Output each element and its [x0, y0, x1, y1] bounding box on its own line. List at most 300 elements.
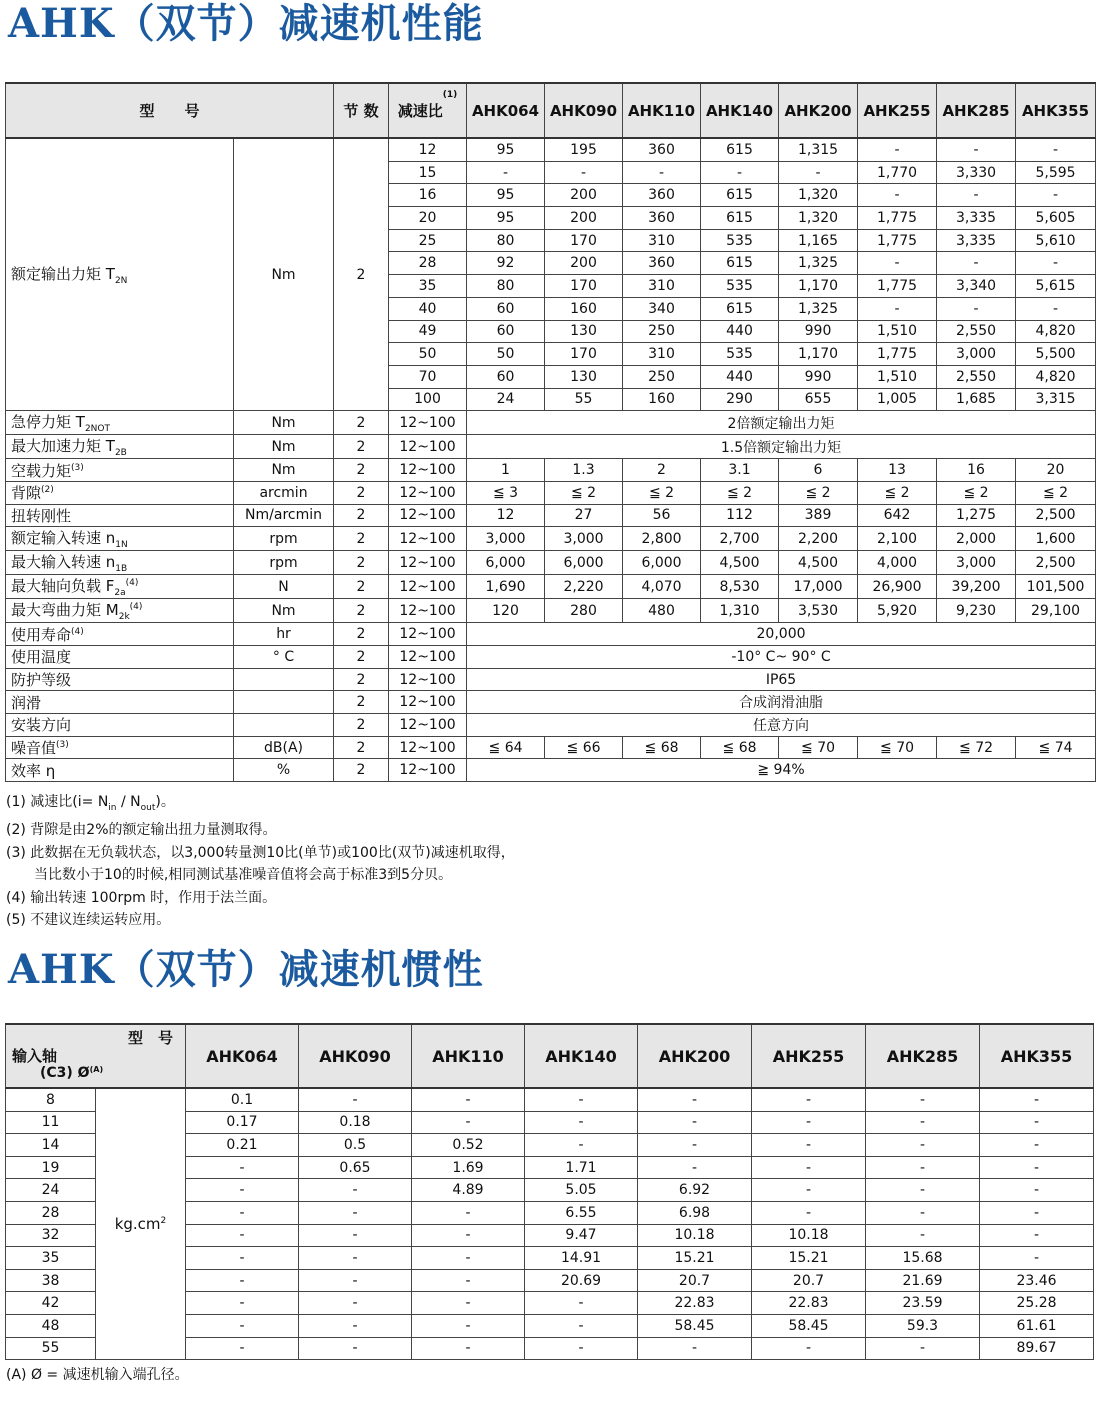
- spec-value: 3,000: [545, 527, 623, 551]
- spec-value: 1,275: [937, 504, 1016, 527]
- spec-label: 最大轴向负载 $F_{2a}^{(4)}$: [6, 575, 234, 599]
- bore-diameter: 28: [6, 1201, 96, 1224]
- spec-unit: rpm: [234, 551, 334, 575]
- spec-ratio: 12~100: [389, 504, 467, 527]
- spec-value: 101,500: [1016, 575, 1096, 599]
- spec-value: 120: [467, 599, 545, 623]
- inertia-value: -: [525, 1134, 638, 1157]
- value-cell: 1,775: [858, 275, 937, 298]
- spec-value: 20: [1016, 459, 1096, 482]
- value-cell: 130: [545, 320, 623, 343]
- spec-value: 280: [545, 599, 623, 623]
- spec-value: 389: [779, 504, 858, 527]
- spec-value: ≦ 2: [545, 481, 623, 504]
- value-cell: -: [1016, 138, 1096, 161]
- value-cell: 80: [467, 275, 545, 298]
- value-cell: 195: [545, 138, 623, 161]
- spec-value: 13: [858, 459, 937, 482]
- header-stages: 节 数: [334, 83, 389, 138]
- spec-unit: N: [234, 575, 334, 599]
- note-2: (2) 背隙是由2%的额定输出扭力量测取得。: [6, 822, 277, 839]
- inertia-value: 0.21: [186, 1134, 299, 1157]
- inertia-value: 22.83: [752, 1292, 866, 1315]
- value-cell: 360: [623, 138, 701, 161]
- spec-value: 480: [623, 599, 701, 623]
- inertia-value: -: [186, 1224, 299, 1247]
- inertia-model-ahk064: AHK064: [186, 1024, 299, 1088]
- spec-value: ≦ 70: [858, 736, 937, 759]
- torque-label: 额定输出力矩 $T_{2N}$: [6, 138, 234, 411]
- bore-diameter: 42: [6, 1292, 96, 1315]
- value-cell: -: [858, 138, 937, 161]
- header-model-ahk285: AHK285: [937, 83, 1016, 138]
- value-cell: 92: [467, 252, 545, 275]
- value-cell: 1,165: [779, 229, 858, 252]
- spec-unit: dB(A): [234, 736, 334, 759]
- bore-diameter: 19: [6, 1156, 96, 1179]
- value-cell: 160: [623, 388, 701, 411]
- spec-value: 26,900: [858, 575, 937, 599]
- spec-row: [6, 623, 1096, 646]
- value-cell: -: [623, 161, 701, 184]
- inertia-value: 15.21: [752, 1247, 866, 1270]
- ratio-cell: 70: [389, 365, 467, 388]
- spec-value: 39,200: [937, 575, 1016, 599]
- value-cell: 170: [545, 343, 623, 366]
- spec-ratio: 12~100: [389, 411, 467, 435]
- value-cell: 615: [701, 138, 779, 161]
- value-cell: 200: [545, 184, 623, 207]
- header-model-ahk255: AHK255: [858, 83, 937, 138]
- spec-stages: 2: [334, 599, 389, 623]
- inertia-value: 0.18: [299, 1111, 412, 1134]
- inertia-value: 0.52: [412, 1134, 525, 1157]
- spec-unit: rpm: [234, 527, 334, 551]
- inertia-model-ahk355: AHK355: [980, 1024, 1094, 1088]
- spec-stages: 2: [334, 435, 389, 459]
- value-cell: 1,510: [858, 365, 937, 388]
- spec-span-value: 20,000: [467, 623, 1096, 646]
- value-cell: 60: [467, 365, 545, 388]
- value-cell: 5,610: [1016, 229, 1096, 252]
- value-cell: -: [1016, 297, 1096, 320]
- inertia-value: 15.21: [638, 1247, 752, 1270]
- bore-diameter: 32: [6, 1224, 96, 1247]
- value-cell: 200: [545, 252, 623, 275]
- bore-diameter: 14: [6, 1134, 96, 1157]
- value-cell: 1,320: [779, 184, 858, 207]
- value-cell: -: [701, 161, 779, 184]
- spec-ratio: 12~100: [389, 435, 467, 459]
- spec-value: ≦ 72: [937, 736, 1016, 759]
- value-cell: 310: [623, 275, 701, 298]
- spec-stages: 2: [334, 691, 389, 714]
- value-cell: 615: [701, 297, 779, 320]
- value-cell: 2,550: [937, 320, 1016, 343]
- spec-value: 16: [937, 459, 1016, 482]
- spec-row: [6, 459, 1096, 482]
- inertia-value: -: [638, 1134, 752, 1157]
- spec-label: 防护等级: [6, 668, 234, 691]
- value-cell: 340: [623, 297, 701, 320]
- spec-value: 12: [467, 504, 545, 527]
- spec-value: 5,920: [858, 599, 937, 623]
- value-cell: -: [937, 138, 1016, 161]
- inertia-value: -: [525, 1314, 638, 1337]
- spec-value: 4,000: [858, 551, 937, 575]
- inertia-value: 22.83: [638, 1292, 752, 1315]
- spec-value: 2: [623, 459, 701, 482]
- spec-value: 2,500: [1016, 551, 1096, 575]
- inertia-value: -: [638, 1156, 752, 1179]
- inertia-value: -: [525, 1111, 638, 1134]
- spec-row: [6, 575, 1096, 599]
- inertia-value: -: [866, 1134, 980, 1157]
- spec-value: ≦ 66: [545, 736, 623, 759]
- spec-stages: 2: [334, 759, 389, 782]
- spec-ratio: 12~100: [389, 623, 467, 646]
- value-cell: 310: [623, 343, 701, 366]
- spec-ratio: 12~100: [389, 691, 467, 714]
- spec-value: 4,500: [779, 551, 858, 575]
- spec-value: ≦ 2: [937, 481, 1016, 504]
- bore-diameter: 55: [6, 1337, 96, 1360]
- ratio-cell: 16: [389, 184, 467, 207]
- value-cell: 50: [467, 343, 545, 366]
- spec-label: 扭转刚性: [6, 504, 234, 527]
- spec-stages: 2: [334, 527, 389, 551]
- value-cell: 55: [545, 388, 623, 411]
- value-cell: 1,775: [858, 229, 937, 252]
- value-cell: 4,820: [1016, 320, 1096, 343]
- spec-stages: 2: [334, 623, 389, 646]
- spec-value: 1,600: [1016, 527, 1096, 551]
- spec-unit: Nm: [234, 435, 334, 459]
- spec-value: 29,100: [1016, 599, 1096, 623]
- inertia-value: -: [186, 1179, 299, 1202]
- value-cell: -: [1016, 252, 1096, 275]
- value-cell: 290: [701, 388, 779, 411]
- torque-row: [6, 138, 1096, 161]
- value-cell: 3,000: [937, 343, 1016, 366]
- spec-label: 安装方向: [6, 714, 234, 737]
- value-cell: -: [858, 297, 937, 320]
- inertia-value: -: [299, 1337, 412, 1360]
- value-cell: 250: [623, 320, 701, 343]
- inertia-value: -: [186, 1314, 299, 1337]
- inertia-value: -: [299, 1179, 412, 1202]
- spec-value: 6: [779, 459, 858, 482]
- value-cell: -: [858, 184, 937, 207]
- spec-span-value: 任意方向: [467, 714, 1096, 737]
- value-cell: 60: [467, 320, 545, 343]
- inertia-value: 15.68: [866, 1247, 980, 1270]
- spec-value: ≦ 2: [858, 481, 937, 504]
- inertia-row: [6, 1088, 1094, 1111]
- inertia-value: -: [866, 1201, 980, 1224]
- inertia-value: -: [980, 1111, 1094, 1134]
- spec-label: 使用寿命$^{(4)}$: [6, 623, 234, 646]
- spec-value: 1.3: [545, 459, 623, 482]
- inertia-value: -: [525, 1337, 638, 1360]
- spec-ratio: 12~100: [389, 527, 467, 551]
- spec-row: [6, 691, 1096, 714]
- torque-stages: 2: [334, 138, 389, 411]
- spec-value: 4,070: [623, 575, 701, 599]
- value-cell: 1,685: [937, 388, 1016, 411]
- spec-value: 6,000: [623, 551, 701, 575]
- inertia-value: -: [299, 1292, 412, 1315]
- value-cell: 200: [545, 207, 623, 230]
- spec-value: 642: [858, 504, 937, 527]
- inertia-value: -: [412, 1088, 525, 1111]
- spec-value: 2,700: [701, 527, 779, 551]
- value-cell: 170: [545, 229, 623, 252]
- inertia-value: 1.69: [412, 1156, 525, 1179]
- note-5: (5) 不建议连续运转应用。: [6, 912, 171, 929]
- spec-label: 效率 η: [6, 759, 234, 782]
- bore-diameter: 8: [6, 1088, 96, 1111]
- spec-value: ≦ 2: [701, 481, 779, 504]
- value-cell: 990: [779, 320, 858, 343]
- value-cell: 4,820: [1016, 365, 1096, 388]
- inertia-value: 89.67: [980, 1337, 1094, 1360]
- inertia-value: 6.55: [525, 1201, 638, 1224]
- spec-row: [6, 736, 1096, 759]
- value-cell: 535: [701, 275, 779, 298]
- bore-diameter: 24: [6, 1179, 96, 1202]
- value-cell: -: [1016, 184, 1096, 207]
- header-model-ahk090: AHK090: [545, 83, 623, 138]
- spec-value: 3,000: [937, 551, 1016, 575]
- spec-row: [6, 714, 1096, 737]
- inertia-value: 20.7: [752, 1269, 866, 1292]
- inertia-value: -: [980, 1201, 1094, 1224]
- inertia-value: -: [412, 1337, 525, 1360]
- inertia-header-model: 型 号: [127, 1029, 173, 1047]
- value-cell: 60: [467, 297, 545, 320]
- ratio-cell: 100: [389, 388, 467, 411]
- inertia-value: -: [412, 1247, 525, 1270]
- inertia-value: -: [752, 1179, 866, 1202]
- spec-row: [6, 481, 1096, 504]
- spec-unit: [234, 714, 334, 737]
- header-model-ahk200: AHK200: [779, 83, 858, 138]
- inertia-value: -: [752, 1111, 866, 1134]
- header-model-ahk140: AHK140: [701, 83, 779, 138]
- spec-label: 背隙$^{(2)}$: [6, 481, 234, 504]
- spec-unit: %: [234, 759, 334, 782]
- value-cell: 5,615: [1016, 275, 1096, 298]
- inertia-value: 1.71: [525, 1156, 638, 1179]
- inertia-value: 5.05: [525, 1179, 638, 1202]
- spec-label: 额定输入转速 $n_{1N}$: [6, 527, 234, 551]
- inertia-header-row: [6, 1024, 1094, 1088]
- ratio-cell: 20: [389, 207, 467, 230]
- ratio-cell: 25: [389, 229, 467, 252]
- value-cell: -: [937, 184, 1016, 207]
- spec-stages: 2: [334, 551, 389, 575]
- ratio-cell: 50: [389, 343, 467, 366]
- ratio-cell: 40: [389, 297, 467, 320]
- note-3: (3) 此数据在无负载状态，以3,000转量测10比(单节)或100比(双节)减速机取得，: [6, 844, 515, 861]
- inertia-value: -: [186, 1269, 299, 1292]
- spec-value: 2,200: [779, 527, 858, 551]
- inertia-value: 61.61: [980, 1314, 1094, 1337]
- inertia-value: -: [638, 1111, 752, 1134]
- spec-value: 27: [545, 504, 623, 527]
- inertia-value: -: [866, 1179, 980, 1202]
- inertia-note: (A) Ø = 减速机输入端孔径。: [6, 1367, 189, 1383]
- spec-stages: 2: [334, 411, 389, 435]
- spec-span-value: 2倍额定输出力矩: [467, 411, 1096, 435]
- spec-ratio: 12~100: [389, 459, 467, 482]
- spec-value: 3,000: [467, 527, 545, 551]
- inertia-value: -: [980, 1179, 1094, 1202]
- value-cell: 3,340: [937, 275, 1016, 298]
- value-cell: 655: [779, 388, 858, 411]
- bore-diameter: 35: [6, 1247, 96, 1270]
- inertia-value: -: [299, 1201, 412, 1224]
- inertia-value: 6.92: [638, 1179, 752, 1202]
- spec-ratio: 12~100: [389, 646, 467, 669]
- spec-value: 4,500: [701, 551, 779, 575]
- value-cell: 1,325: [779, 252, 858, 275]
- spec-value: 17,000: [779, 575, 858, 599]
- inertia-value: -: [638, 1337, 752, 1360]
- note-3-cont: 当比数小于10的时候,相同测试基准噪音值将会高于标准3到5分贝。: [6, 867, 453, 884]
- inertia-value: 0.5: [299, 1134, 412, 1157]
- value-cell: 170: [545, 275, 623, 298]
- header-ratio: 减速比$^{(1)}$: [389, 83, 467, 138]
- spec-value: 1,690: [467, 575, 545, 599]
- spec-ratio: 12~100: [389, 759, 467, 782]
- spec-value: 56: [623, 504, 701, 527]
- spec-stages: 2: [334, 714, 389, 737]
- spec-label: 最大弯曲力矩 $M_{2k}^{(4)}$: [6, 599, 234, 623]
- spec-label: 润滑: [6, 691, 234, 714]
- inertia-value: -: [412, 1292, 525, 1315]
- value-cell: 95: [467, 138, 545, 161]
- inertia-value: -: [752, 1337, 866, 1360]
- note-1: (1) 减速比$(i= N_{in} / N_{out})$。: [6, 794, 175, 813]
- inertia-value: 21.69: [866, 1269, 980, 1292]
- performance-header-row: [6, 83, 1096, 138]
- inertia-value: 0.1: [186, 1088, 299, 1111]
- value-cell: 1,770: [858, 161, 937, 184]
- header-model-ahk110: AHK110: [623, 83, 701, 138]
- spec-row: [6, 599, 1096, 623]
- spec-row: [6, 527, 1096, 551]
- inertia-value: 58.45: [752, 1314, 866, 1337]
- spec-value: 112: [701, 504, 779, 527]
- inertia-value: -: [186, 1337, 299, 1360]
- inertia-value: 6.98: [638, 1201, 752, 1224]
- value-cell: 360: [623, 184, 701, 207]
- spec-label: 使用温度: [6, 646, 234, 669]
- inertia-value: 23.46: [980, 1269, 1094, 1292]
- spec-value: 2,000: [937, 527, 1016, 551]
- value-cell: 1,170: [779, 343, 858, 366]
- value-cell: -: [858, 252, 937, 275]
- spec-ratio: 12~100: [389, 599, 467, 623]
- value-cell: 990: [779, 365, 858, 388]
- value-cell: 310: [623, 229, 701, 252]
- value-cell: 615: [701, 184, 779, 207]
- inertia-title: AHK（双节）减速机惯性: [8, 946, 484, 993]
- inertia-value: -: [980, 1247, 1094, 1270]
- inertia-model-ahk200: AHK200: [638, 1024, 752, 1088]
- spec-row: [6, 668, 1096, 691]
- spec-span-value: -10° C~ 90° C: [467, 646, 1096, 669]
- value-cell: -: [937, 297, 1016, 320]
- spec-row: [6, 646, 1096, 669]
- value-cell: 3,315: [1016, 388, 1096, 411]
- value-cell: 250: [623, 365, 701, 388]
- bore-diameter: 38: [6, 1269, 96, 1292]
- value-cell: 1,775: [858, 343, 937, 366]
- spec-value: 2,800: [623, 527, 701, 551]
- value-cell: 5,595: [1016, 161, 1096, 184]
- value-cell: 360: [623, 252, 701, 275]
- spec-value: ≦ 68: [701, 736, 779, 759]
- spec-value: ≦ 64: [467, 736, 545, 759]
- spec-stages: 2: [334, 668, 389, 691]
- bore-diameter: 48: [6, 1314, 96, 1337]
- value-cell: 535: [701, 343, 779, 366]
- torque-unit: Nm: [234, 138, 334, 411]
- inertia-value: -: [866, 1111, 980, 1134]
- inertia-value: -: [752, 1201, 866, 1224]
- spec-label: 最大加速力矩 $T_{2B}$: [6, 435, 234, 459]
- inertia-value: -: [752, 1088, 866, 1111]
- spec-value: 2,500: [1016, 504, 1096, 527]
- value-cell: 1,510: [858, 320, 937, 343]
- inertia-value: -: [299, 1314, 412, 1337]
- value-cell: 1,325: [779, 297, 858, 320]
- inertia-value: -: [412, 1314, 525, 1337]
- value-cell: 1,775: [858, 207, 937, 230]
- spec-label: 空载力矩$^{(3)}$: [6, 459, 234, 482]
- value-cell: 1,315: [779, 138, 858, 161]
- value-cell: 5,605: [1016, 207, 1096, 230]
- spec-value: 3,530: [779, 599, 858, 623]
- inertia-value: 25.28: [980, 1292, 1094, 1315]
- spec-value: ≦ 74: [1016, 736, 1096, 759]
- inertia-value: 0.65: [299, 1156, 412, 1179]
- spec-stages: 2: [334, 459, 389, 482]
- inertia-value: -: [525, 1088, 638, 1111]
- inertia-value: -: [752, 1156, 866, 1179]
- spec-value: 8,530: [701, 575, 779, 599]
- value-cell: 1,170: [779, 275, 858, 298]
- value-cell: 1,005: [858, 388, 937, 411]
- inertia-value: -: [866, 1337, 980, 1360]
- inertia-value: -: [412, 1224, 525, 1247]
- spec-unit: Nm: [234, 459, 334, 482]
- spec-row: [6, 759, 1096, 782]
- inertia-value: -: [186, 1247, 299, 1270]
- bore-diameter: 11: [6, 1111, 96, 1134]
- inertia-value: 59.3: [866, 1314, 980, 1337]
- header-model: 型 号: [6, 83, 334, 138]
- spec-row: [6, 435, 1096, 459]
- value-cell: 440: [701, 320, 779, 343]
- header-model-ahk064: AHK064: [467, 83, 545, 138]
- inertia-value: -: [299, 1088, 412, 1111]
- spec-value: 6,000: [545, 551, 623, 575]
- spec-span-value: 1.5倍额定输出力矩: [467, 435, 1096, 459]
